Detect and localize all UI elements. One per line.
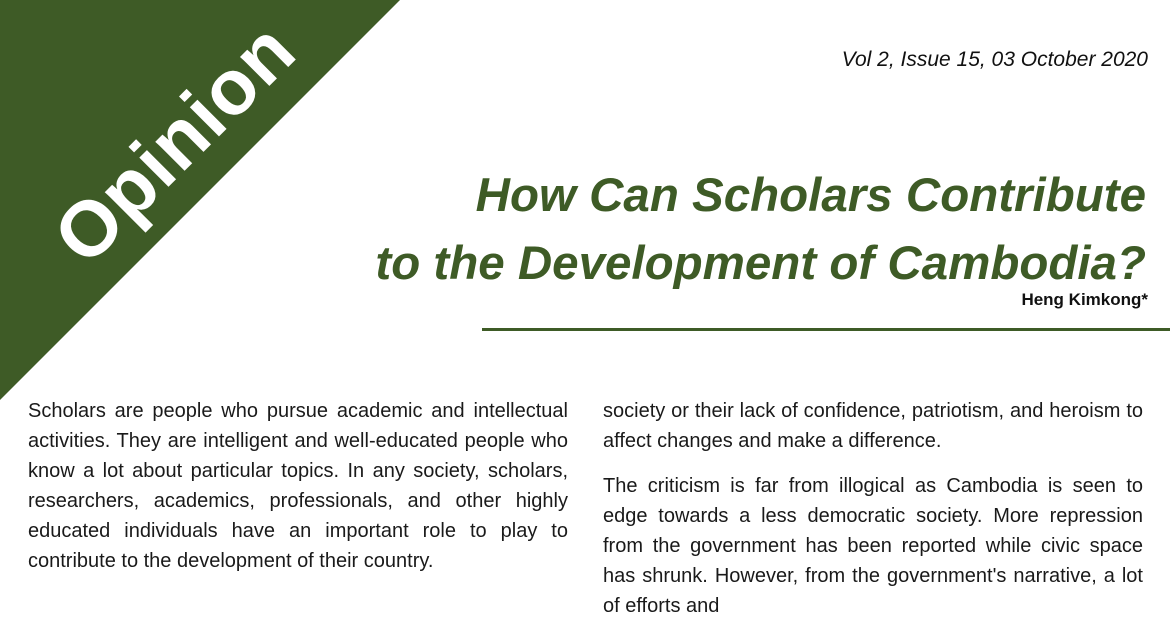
- article-title-line-2: to the Development of Cambodia?: [375, 237, 1146, 290]
- article-title-line-1: How Can Scholars Contribute: [475, 169, 1146, 222]
- body-paragraph: The criticism is far from illogical as Cambodia is seen to edge towards a less democratic society. More repression from the government has been reported while civic space has shrunk. However, from the government's narrative, a lot of efforts and: [603, 475, 1143, 617]
- issue-info: Vol 2, Issue 15, 03 October 2020: [841, 48, 1148, 71]
- body-column-left: [28, 396, 568, 591]
- body-paragraph: society or their lack of confidence, patriotism, and heroism to affect changes and make a difference.: [603, 400, 1143, 452]
- title-divider: [482, 328, 1170, 331]
- section-label: Opinion: [36, 5, 312, 281]
- body-paragraph: Scholars are people who pursue academic and intellectual activities. They are intelligent and well-educated people who know a lot about particular topics. In any society, scholars, researchers, academics, professionals, and other highly educated individuals have an important role to play to contribute to the development of their country.: [28, 400, 568, 572]
- article-title: [375, 162, 1146, 298]
- author-name: Heng Kimkong*: [1021, 290, 1148, 309]
- body-column-right: [603, 396, 1143, 636]
